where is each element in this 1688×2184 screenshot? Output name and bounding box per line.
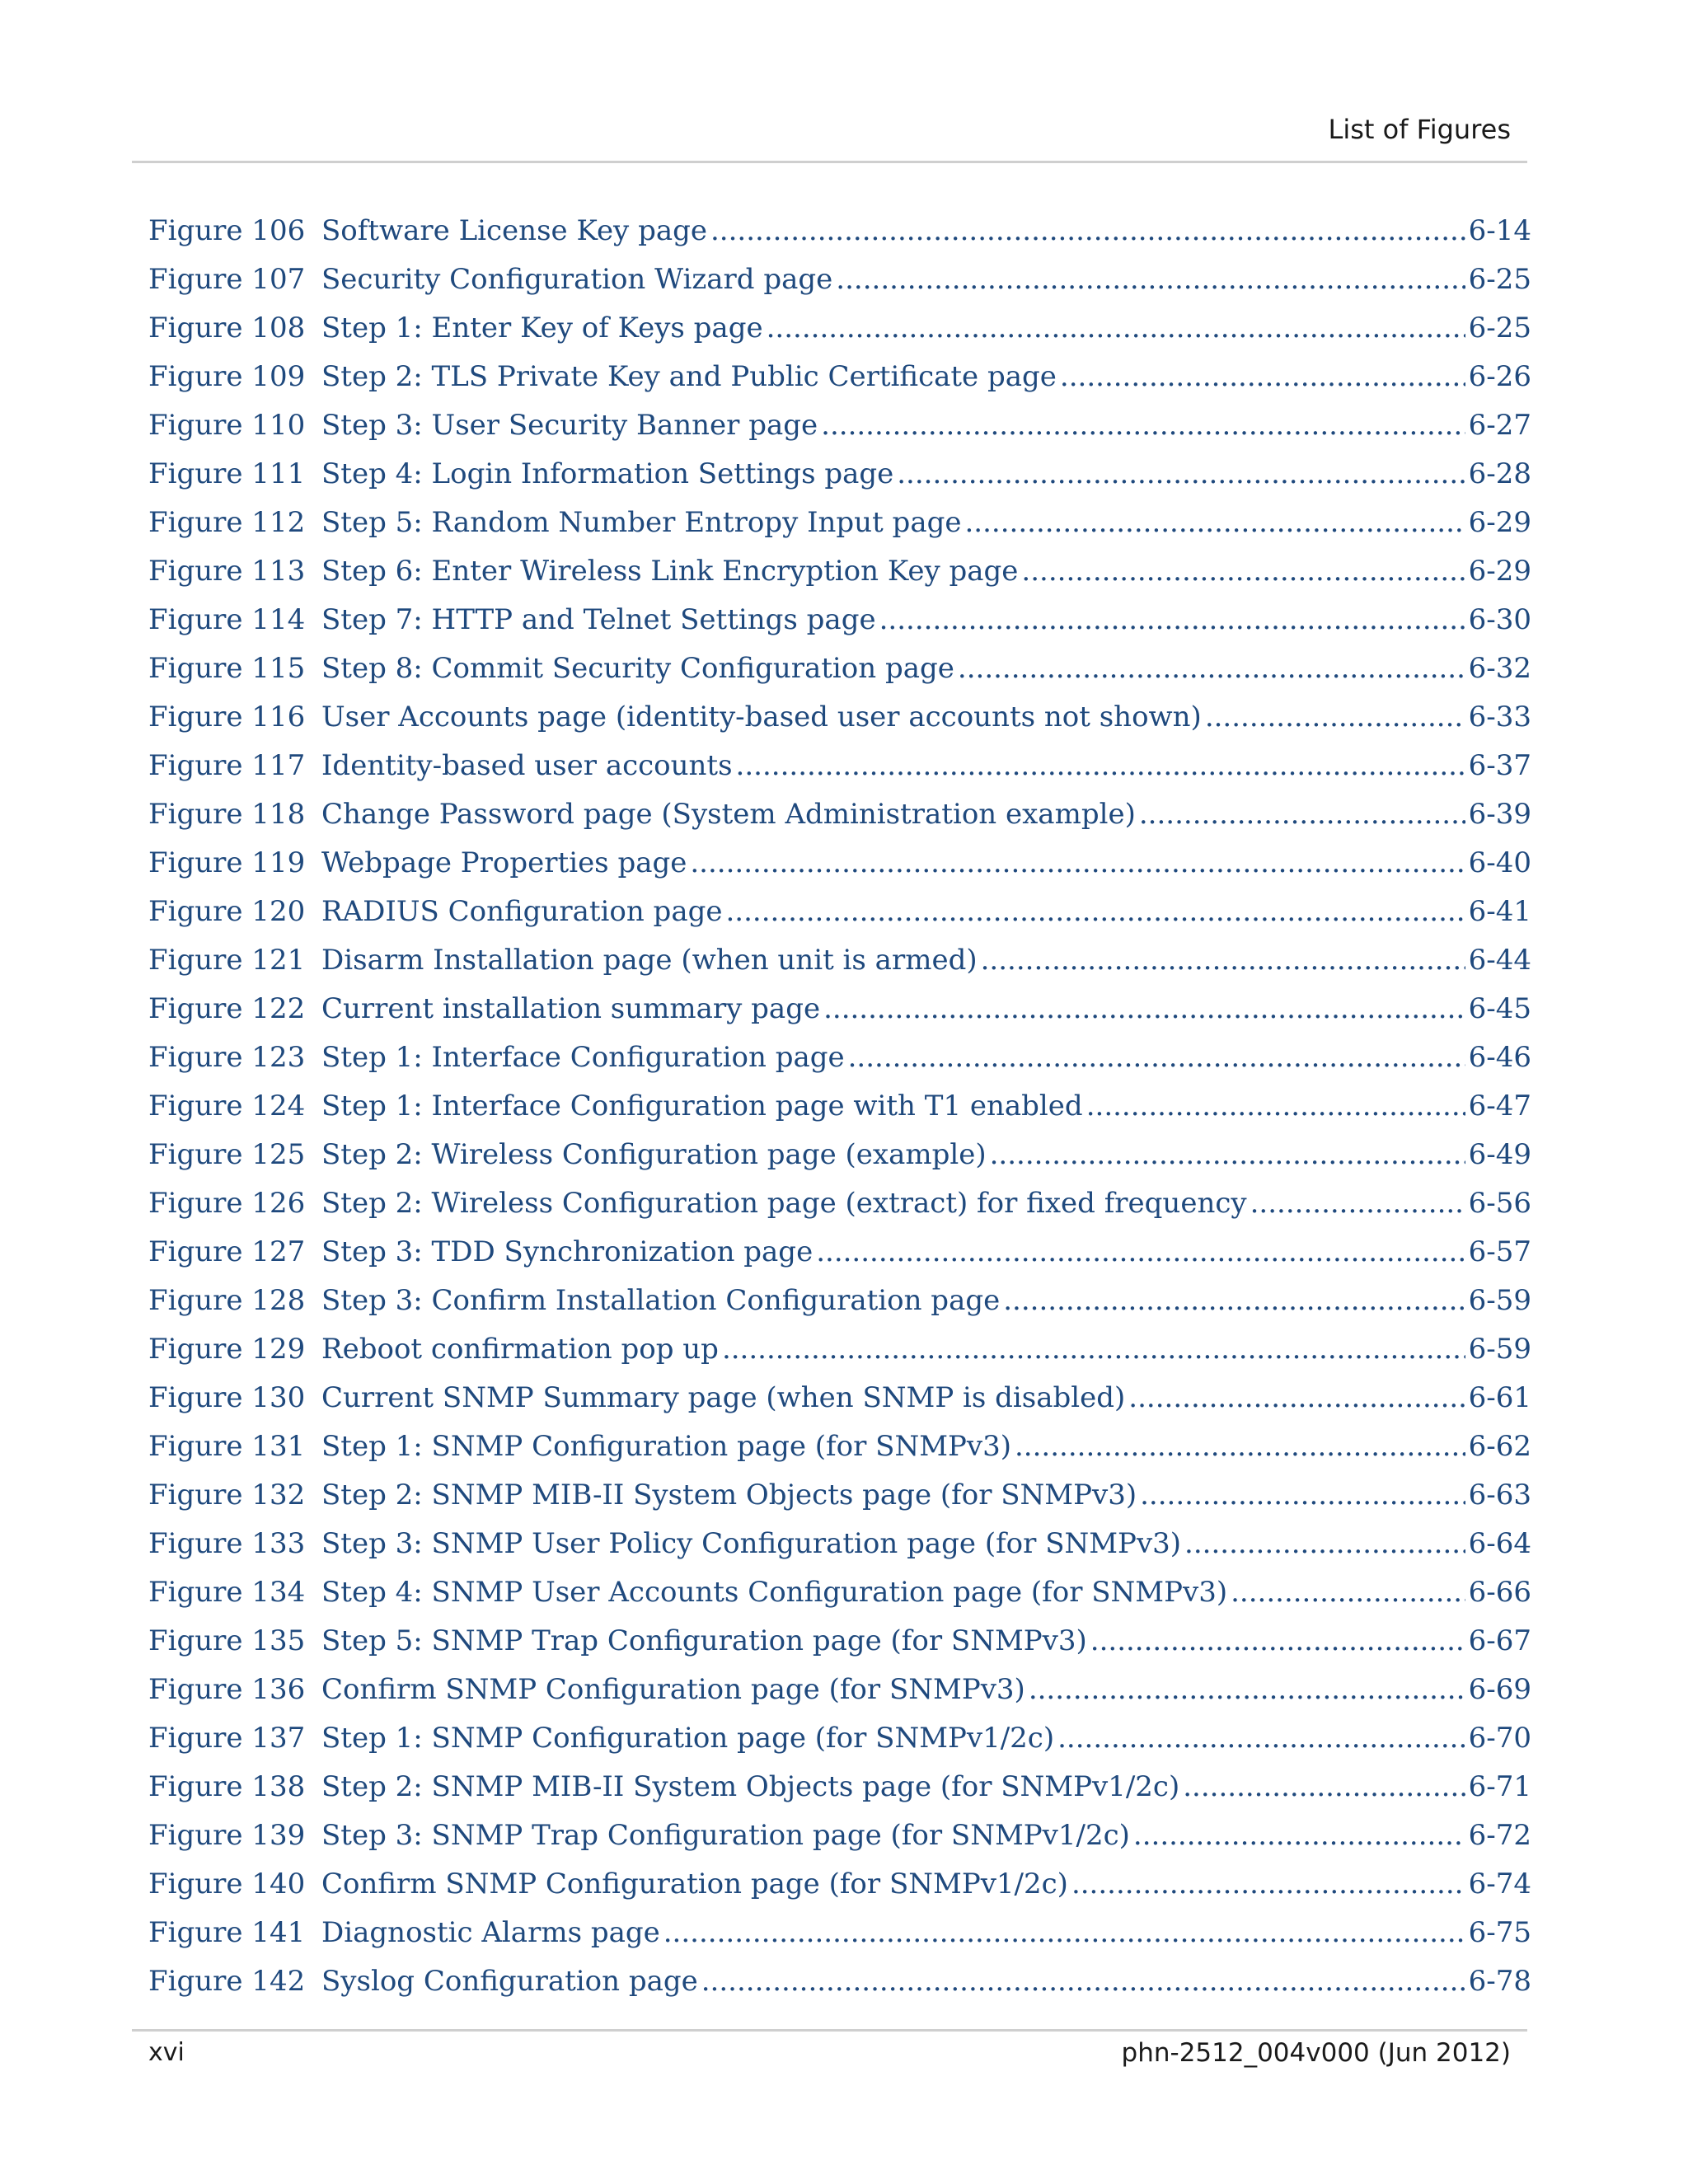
- figure-title-link[interactable]: Change Password page (System Administration example): [321, 798, 1136, 831]
- toc-entry[interactable]: [148, 603, 1531, 652]
- page-number: xvi: [148, 2038, 185, 2067]
- toc-entry[interactable]: [148, 1965, 1531, 2013]
- dot-leader: [710, 214, 1465, 247]
- figure-title-link[interactable]: Step 1: SNMP Configuration page (for SNMPv1/2c): [321, 1722, 1055, 1755]
- figure-label: Figure 114: [148, 603, 306, 636]
- toc-entry[interactable]: [148, 701, 1531, 749]
- figure-label: Figure 131: [148, 1430, 306, 1463]
- figure-title-link[interactable]: Step 5: Random Number Entropy Input page: [321, 506, 962, 539]
- figure-label: Figure 126: [148, 1187, 306, 1220]
- toc-entry[interactable]: [148, 1430, 1531, 1479]
- toc-entry[interactable]: [148, 312, 1531, 360]
- figure-title-link[interactable]: Step 3: SNMP User Policy Configuration page (for SNMPv3): [321, 1527, 1182, 1560]
- toc-entry[interactable]: [148, 1916, 1531, 1965]
- dot-leader: [725, 895, 1465, 928]
- figure-title-link[interactable]: Step 3: TDD Synchronization page: [321, 1235, 814, 1268]
- dot-leader: [1128, 1381, 1465, 1414]
- figure-page-number[interactable]: 6-56: [1468, 1187, 1531, 1220]
- figure-page-number[interactable]: 6-30: [1468, 603, 1531, 636]
- toc-entry[interactable]: [148, 214, 1531, 263]
- dot-leader: [722, 1333, 1465, 1366]
- header-divider: [132, 161, 1527, 163]
- dot-leader: [701, 1965, 1465, 1998]
- figure-title-link[interactable]: Step 3: SNMP Trap Configuration page (for SNMPv1/2c): [321, 1819, 1130, 1852]
- figure-page-number[interactable]: 6-59: [1468, 1284, 1531, 1317]
- dot-leader: [1015, 1430, 1465, 1463]
- figure-page-number[interactable]: 6-29: [1468, 555, 1531, 588]
- toc-entry[interactable]: [148, 895, 1531, 944]
- figure-title-link[interactable]: Disarm Installation page (when unit is armed): [321, 944, 978, 977]
- toc-entry[interactable]: [148, 1381, 1531, 1430]
- figure-page-number[interactable]: 6-78: [1468, 1965, 1531, 1998]
- figure-label: Figure 116: [148, 701, 306, 733]
- figure-page-number[interactable]: 6-70: [1468, 1722, 1531, 1755]
- dot-leader: [964, 506, 1465, 539]
- figure-label: Figure 139: [148, 1819, 306, 1852]
- figure-title-link[interactable]: Step 2: TLS Private Key and Public Certificate page: [321, 360, 1057, 393]
- toc-entry[interactable]: [148, 749, 1531, 798]
- running-header-title: List of Figures: [1328, 114, 1511, 145]
- toc-entry[interactable]: [148, 1235, 1531, 1284]
- dot-leader: [1205, 701, 1465, 733]
- dot-leader: [663, 1916, 1465, 1949]
- dot-leader: [1071, 1868, 1465, 1900]
- toc-entry[interactable]: [148, 1527, 1531, 1576]
- figure-page-number[interactable]: 6-25: [1468, 263, 1531, 296]
- figure-title-link[interactable]: Step 3: Confirm Installation Configuration page: [321, 1284, 1001, 1317]
- toc-entry[interactable]: [148, 1770, 1531, 1819]
- figure-label: Figure 108: [148, 312, 306, 344]
- dot-leader: [1029, 1673, 1465, 1706]
- figure-label: Figure 125: [148, 1138, 306, 1171]
- figure-label: Figure 109: [148, 360, 306, 393]
- figure-page-number[interactable]: 6-66: [1468, 1576, 1531, 1609]
- figure-title-link[interactable]: Step 2: SNMP MIB-II System Objects page (for SNMPv3): [321, 1479, 1137, 1511]
- figure-label: Figure 133: [148, 1527, 306, 1560]
- figure-page-number[interactable]: 6-25: [1468, 312, 1531, 344]
- figure-page-number[interactable]: 6-44: [1468, 944, 1531, 977]
- figure-page-number[interactable]: 6-41: [1468, 895, 1531, 928]
- figure-label: Figure 127: [148, 1235, 306, 1268]
- toc-entry[interactable]: [148, 1187, 1531, 1235]
- dot-leader: [690, 846, 1465, 879]
- figure-title-link[interactable]: Diagnostic Alarms page: [321, 1916, 660, 1949]
- toc-entry[interactable]: [148, 1819, 1531, 1868]
- dot-leader: [1139, 798, 1465, 831]
- figure-title-link[interactable]: Security Configuration Wizard page: [321, 263, 833, 296]
- figure-page-number[interactable]: 6-67: [1468, 1624, 1531, 1657]
- dot-leader: [836, 263, 1465, 296]
- dot-leader: [1057, 1722, 1465, 1755]
- toc-entry[interactable]: [148, 798, 1531, 846]
- footer-divider: [132, 2029, 1527, 2032]
- toc-entry[interactable]: [148, 360, 1531, 409]
- dot-leader: [879, 603, 1465, 636]
- figure-title-link[interactable]: Webpage Properties page: [321, 846, 687, 879]
- figure-label: Figure 106: [148, 214, 306, 247]
- toc-entry[interactable]: [148, 1673, 1531, 1722]
- dot-leader: [897, 457, 1465, 490]
- figure-page-number[interactable]: 6-45: [1468, 992, 1531, 1025]
- document-id: phn-2512_004v000 (Jun 2012): [1121, 2038, 1511, 2068]
- list-of-figures: [148, 214, 1531, 2013]
- figure-page-number[interactable]: 6-74: [1468, 1868, 1531, 1900]
- dot-leader: [823, 992, 1465, 1025]
- figure-title-link[interactable]: Reboot confirmation pop up: [321, 1333, 719, 1366]
- toc-entry[interactable]: [148, 1284, 1531, 1333]
- figure-page-number[interactable]: 6-61: [1468, 1381, 1531, 1414]
- toc-entry[interactable]: [148, 457, 1531, 506]
- figure-title-link[interactable]: Step 2: SNMP MIB-II System Objects page (for SNMPv1/2c): [321, 1770, 1180, 1803]
- figure-label: Figure 135: [148, 1624, 306, 1657]
- figure-page-number[interactable]: 6-46: [1468, 1041, 1531, 1074]
- figure-title-link[interactable]: Confirm SNMP Configuration page (for SNMPv3): [321, 1673, 1025, 1706]
- toc-entry[interactable]: [148, 944, 1531, 992]
- figure-page-number[interactable]: 6-47: [1468, 1090, 1531, 1122]
- dot-leader: [736, 749, 1465, 782]
- dot-leader: [981, 944, 1465, 977]
- toc-entry[interactable]: [148, 652, 1531, 701]
- figure-page-number[interactable]: 6-69: [1468, 1673, 1531, 1706]
- figure-title-link[interactable]: Step 8: Commit Security Configuration page: [321, 652, 954, 685]
- dot-leader: [821, 409, 1465, 442]
- figure-title-link[interactable]: Confirm SNMP Configuration page (for SNMPv1/2c): [321, 1868, 1068, 1900]
- figure-title-link[interactable]: Step 2: Wireless Configuration page (extract) for fixed frequency: [321, 1187, 1247, 1220]
- dot-leader: [1090, 1624, 1465, 1657]
- dot-leader: [816, 1235, 1465, 1268]
- figure-title-link[interactable]: Step 1: Interface Configuration page with T1 enabled: [321, 1090, 1083, 1122]
- dot-leader: [1003, 1284, 1465, 1317]
- figure-page-number[interactable]: 6-63: [1468, 1479, 1531, 1511]
- figure-page-number[interactable]: 6-33: [1468, 701, 1531, 733]
- figure-label: Figure 130: [148, 1381, 306, 1414]
- toc-entry[interactable]: [148, 1041, 1531, 1090]
- figure-page-number[interactable]: 6-62: [1468, 1430, 1531, 1463]
- toc-entry[interactable]: [148, 1722, 1531, 1770]
- figure-page-number[interactable]: 6-32: [1468, 652, 1531, 685]
- figure-page-number[interactable]: 6-14: [1468, 214, 1531, 247]
- figure-title-link[interactable]: Step 1: SNMP Configuration page (for SNMPv3): [321, 1430, 1011, 1463]
- figure-label: Figure 112: [148, 506, 306, 539]
- figure-label: Figure 132: [148, 1479, 306, 1511]
- figure-label: Figure 119: [148, 846, 306, 879]
- figure-label: Figure 136: [148, 1673, 306, 1706]
- figure-label: Figure 134: [148, 1576, 306, 1609]
- figure-title-link[interactable]: Identity-based user accounts: [321, 749, 733, 782]
- dot-leader: [1060, 360, 1465, 393]
- figure-label: Figure 107: [148, 263, 306, 296]
- figure-label: Figure 120: [148, 895, 306, 928]
- figure-page-number[interactable]: 6-28: [1468, 457, 1531, 490]
- figure-label: Figure 123: [148, 1041, 306, 1074]
- figure-title-link[interactable]: Step 5: SNMP Trap Configuration page (for SNMPv3): [321, 1624, 1087, 1657]
- figure-title-link[interactable]: User Accounts page (identity-based user accounts not shown): [321, 701, 1202, 733]
- toc-entry[interactable]: [148, 1576, 1531, 1624]
- figure-label: Figure 142: [148, 1965, 306, 1998]
- figure-label: Figure 121: [148, 944, 306, 977]
- figure-title-link[interactable]: RADIUS Configuration page: [321, 895, 723, 928]
- toc-entry[interactable]: [148, 409, 1531, 457]
- dot-leader: [1086, 1090, 1465, 1122]
- figure-page-number[interactable]: 6-72: [1468, 1819, 1531, 1852]
- figure-label: Figure 113: [148, 555, 306, 588]
- dot-leader: [848, 1041, 1465, 1074]
- figure-label: Figure 141: [148, 1916, 306, 1949]
- figure-label: Figure 128: [148, 1284, 306, 1317]
- figure-label: Figure 117: [148, 749, 306, 782]
- figure-label: Figure 111: [148, 457, 306, 490]
- figure-page-number[interactable]: 6-75: [1468, 1916, 1531, 1949]
- toc-entry[interactable]: [148, 1624, 1531, 1673]
- figure-label: Figure 137: [148, 1722, 306, 1755]
- figure-title-link[interactable]: Software License Key page: [321, 214, 707, 247]
- figure-title-link[interactable]: Current installation summary page: [321, 992, 821, 1025]
- dot-leader: [1183, 1770, 1465, 1803]
- figure-page-number[interactable]: 6-71: [1468, 1770, 1531, 1803]
- figure-title-link[interactable]: Step 4: SNMP User Accounts Configuration page (for SNMPv3): [321, 1576, 1228, 1609]
- figure-page-number[interactable]: 6-40: [1468, 846, 1531, 879]
- figure-page-number[interactable]: 6-26: [1468, 360, 1531, 393]
- figure-page-number[interactable]: 6-59: [1468, 1333, 1531, 1366]
- figure-page-number[interactable]: 6-64: [1468, 1527, 1531, 1560]
- figure-label: Figure 129: [148, 1333, 306, 1366]
- figure-title-link[interactable]: Current SNMP Summary page (when SNMP is disabled): [321, 1381, 1126, 1414]
- figure-page-number[interactable]: 6-37: [1468, 749, 1531, 782]
- toc-entry[interactable]: [148, 1333, 1531, 1381]
- figure-label: Figure 140: [148, 1868, 306, 1900]
- toc-entry[interactable]: [148, 555, 1531, 603]
- toc-entry[interactable]: [148, 506, 1531, 555]
- dot-leader: [767, 312, 1465, 344]
- dot-leader: [958, 652, 1465, 685]
- dot-leader: [1184, 1527, 1465, 1560]
- figure-title-link[interactable]: Syslog Configuration page: [321, 1965, 698, 1998]
- toc-entry[interactable]: [148, 992, 1531, 1041]
- figure-title-link[interactable]: Step 1: Enter Key of Keys page: [321, 312, 763, 344]
- figure-title-link[interactable]: Step 7: HTTP and Telnet Settings page: [321, 603, 876, 636]
- figure-title-link[interactable]: Step 1: Interface Configuration page: [321, 1041, 845, 1074]
- dot-leader: [990, 1138, 1465, 1171]
- figure-label: Figure 124: [148, 1090, 306, 1122]
- figure-page-number[interactable]: 6-27: [1468, 409, 1531, 442]
- toc-entry[interactable]: [148, 1479, 1531, 1527]
- toc-entry[interactable]: [148, 263, 1531, 312]
- figure-page-number[interactable]: 6-49: [1468, 1138, 1531, 1171]
- figure-page-number[interactable]: 6-57: [1468, 1235, 1531, 1268]
- toc-entry[interactable]: [148, 846, 1531, 895]
- figure-label: Figure 122: [148, 992, 306, 1025]
- figure-title-link[interactable]: Step 3: User Security Banner page: [321, 409, 818, 442]
- figure-page-number[interactable]: 6-29: [1468, 506, 1531, 539]
- figure-page-number[interactable]: 6-39: [1468, 798, 1531, 831]
- toc-entry[interactable]: [148, 1090, 1531, 1138]
- toc-entry[interactable]: [148, 1868, 1531, 1916]
- dot-leader: [1231, 1576, 1465, 1609]
- figure-label: Figure 110: [148, 409, 306, 442]
- toc-entry[interactable]: [148, 1138, 1531, 1187]
- figure-title-link[interactable]: Step 2: Wireless Configuration page (example): [321, 1138, 987, 1171]
- dot-leader: [1021, 555, 1465, 588]
- figure-label: Figure 115: [148, 652, 306, 685]
- figure-title-link[interactable]: Step 4: Login Information Settings page: [321, 457, 894, 490]
- dot-leader: [1133, 1819, 1465, 1852]
- figure-label: Figure 118: [148, 798, 306, 831]
- figure-label: Figure 138: [148, 1770, 306, 1803]
- dot-leader: [1140, 1479, 1465, 1511]
- dot-leader: [1250, 1187, 1465, 1220]
- figure-title-link[interactable]: Step 6: Enter Wireless Link Encryption Key page: [321, 555, 1019, 588]
